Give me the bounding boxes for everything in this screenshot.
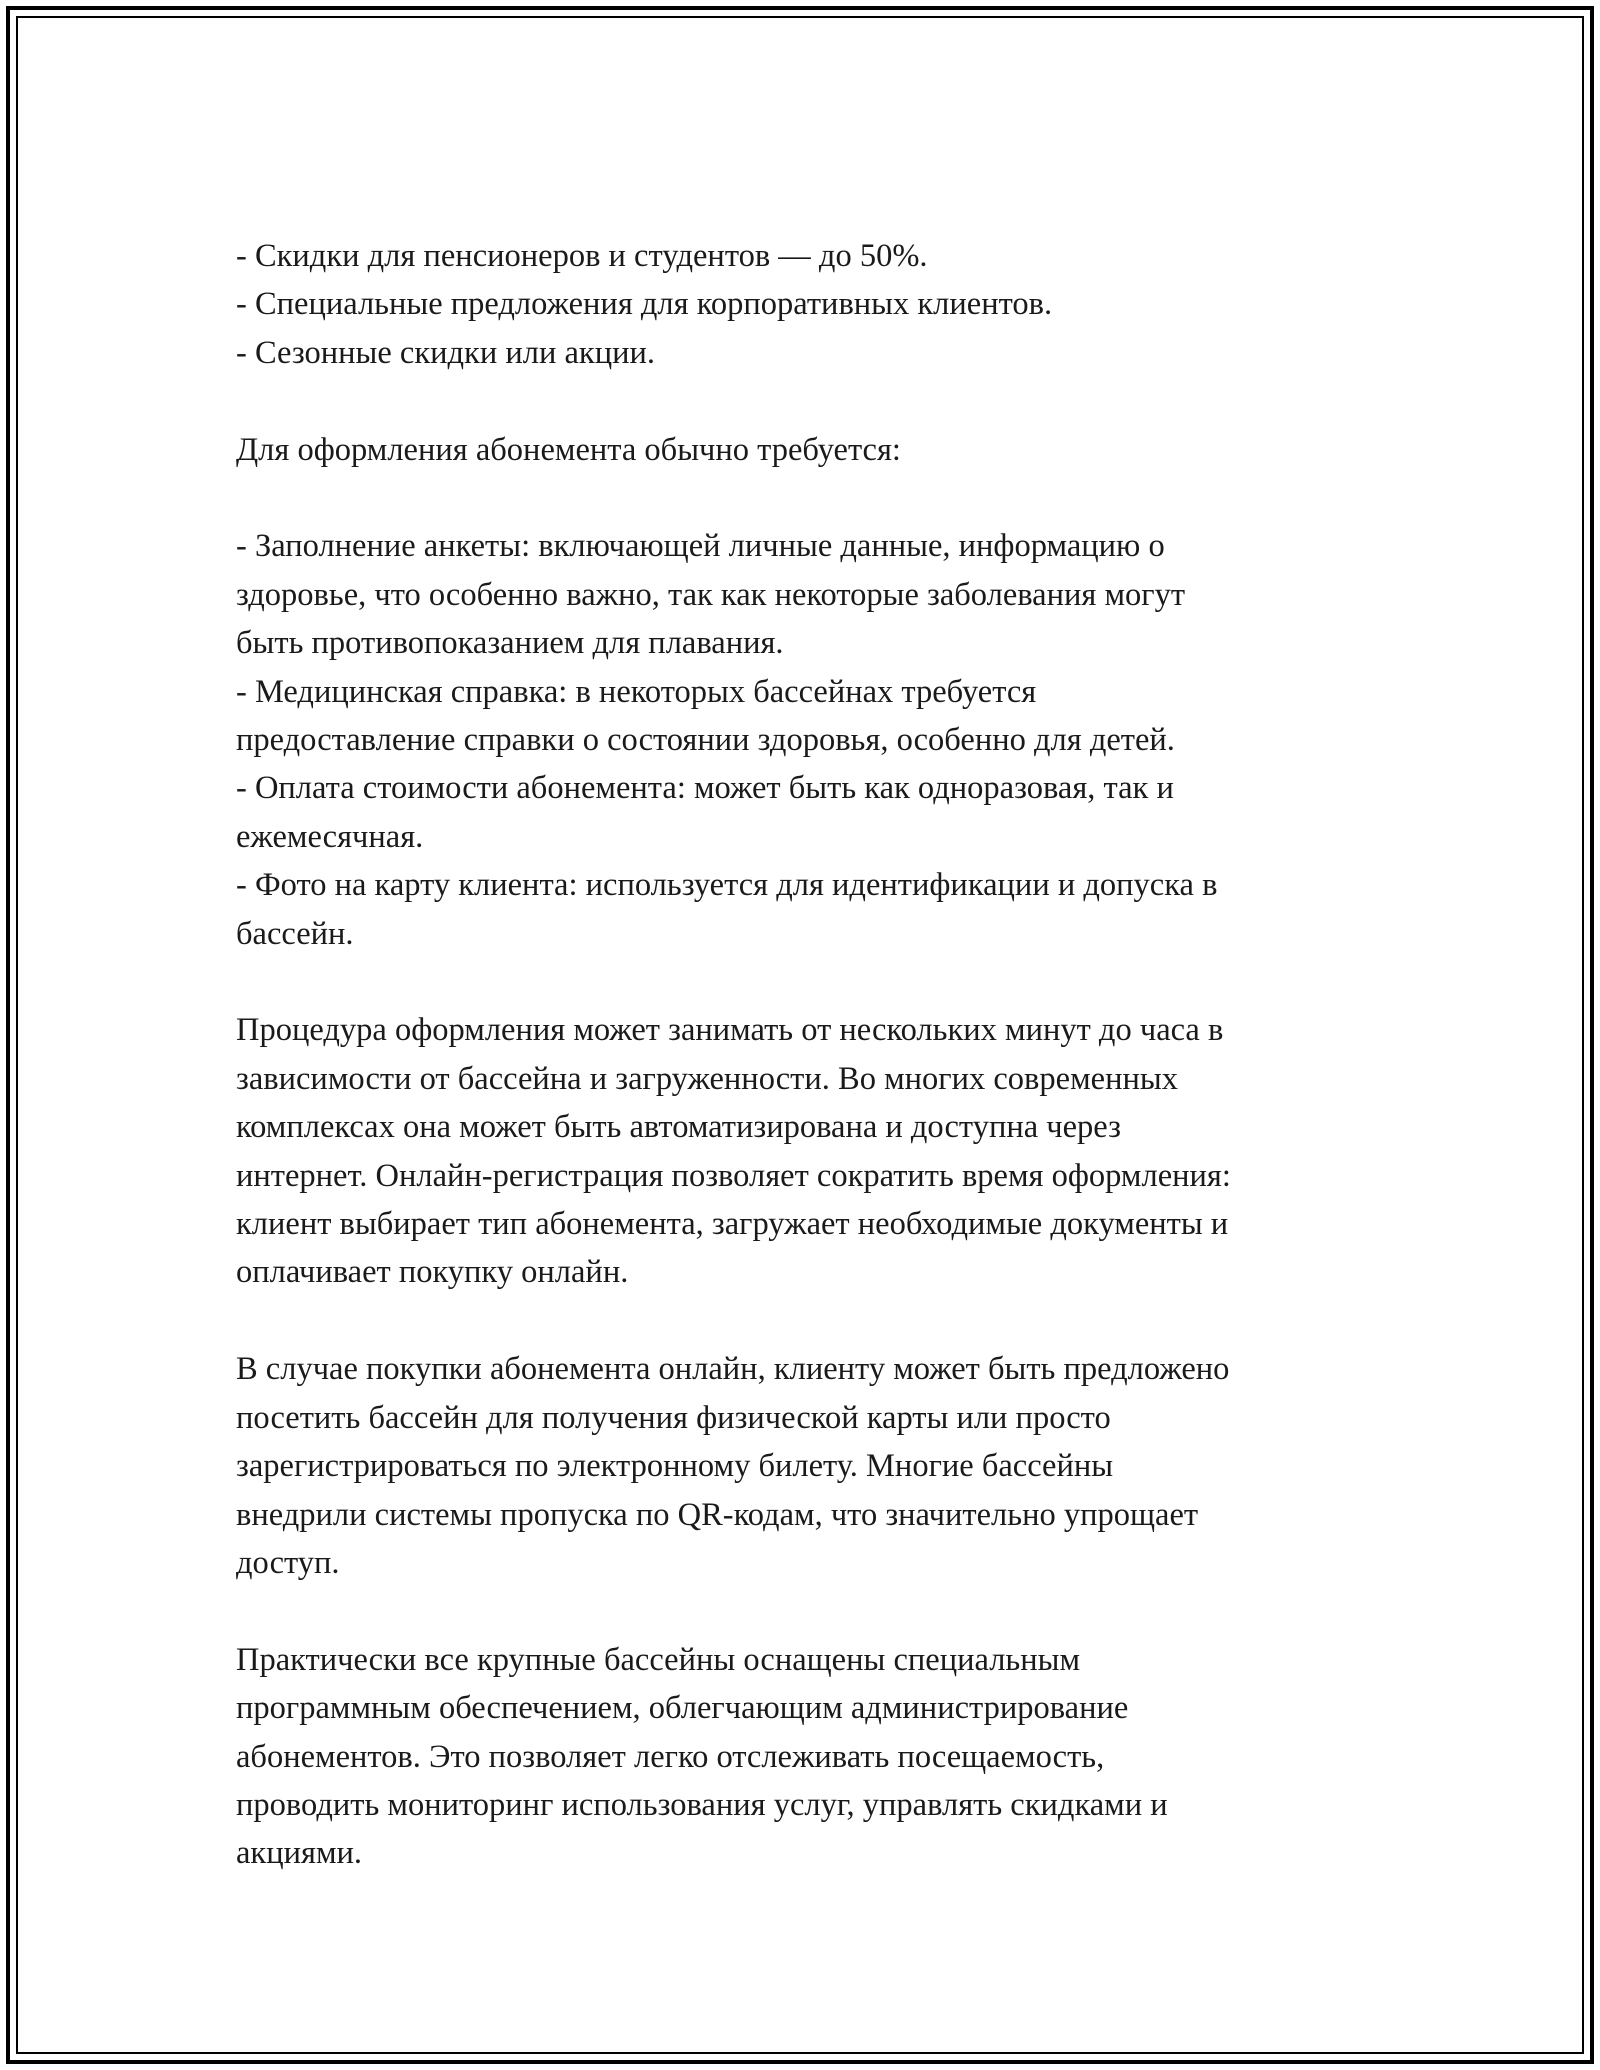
text-line: абонементов. Это позволяет легко отслеживать посещаемость, xyxy=(236,1738,1105,1775)
text-line: Практически все крупные бассейны оснащены специальным xyxy=(236,1641,1081,1678)
text-line: - Специальные предложения для корпоративных клиентов. xyxy=(236,286,1053,323)
text-line: - Заполнение анкеты: включающей личные данные, информацию о xyxy=(236,528,1165,565)
paragraph-procedure xyxy=(236,1006,1386,1296)
text-line: бассейн. xyxy=(236,915,354,952)
paragraph-online-purchase xyxy=(236,1345,1386,1587)
text-line: комплексах она может быть автоматизирована и доступна через xyxy=(236,1109,1121,1146)
text-line: клиент выбирает тип абонемента, загружает необходимые документы и xyxy=(236,1206,1229,1243)
text-line: внедрили системы пропуска по QR-кодам, что значительно упрощает xyxy=(236,1496,1199,1533)
text-line: предоставление справки о состоянии здоровья, особенно для детей. xyxy=(236,722,1175,759)
text-line: проводить мониторинг использования услуг, управлять скидками и xyxy=(236,1786,1168,1823)
text-line: быть противопоказанием для плавания. xyxy=(236,625,784,662)
text-line: здоровье, что особенно важно, так как некоторые заболевания могут xyxy=(236,576,1186,613)
text-line: посетить бассейн для получения физической карты или просто xyxy=(236,1399,1111,1436)
text-line: - Фото на карту клиента: используется для идентификации и допуска в xyxy=(236,867,1218,904)
text-line: зарегистрироваться по электронному билету. Многие бассейны xyxy=(236,1448,1114,1485)
paragraph-software xyxy=(236,1636,1386,1878)
document-body xyxy=(236,232,1386,1878)
text-line: В случае покупки абонемента онлайн, клиенту может быть предложено xyxy=(236,1351,1230,1388)
text-line: Для оформления абонемента обычно требуется: xyxy=(236,431,901,468)
text-line: оплачивает покупку онлайн. xyxy=(236,1254,629,1291)
text-line: программным обеспечением, облегчающим администрирование xyxy=(236,1690,1129,1727)
text-line: интернет. Онлайн-регистрация позволяет сократить время оформления: xyxy=(236,1157,1231,1194)
text-line: зависимости от бассейна и загруженности. Во многих современных xyxy=(236,1060,1178,1097)
text-line: доступ. xyxy=(236,1544,340,1581)
text-line: ежемесячная. xyxy=(236,818,424,855)
text-line: - Медицинская справка: в некоторых бассейнах требуется xyxy=(236,673,1037,710)
paragraph-discounts xyxy=(236,232,1386,377)
text-line: - Сезонные скидки или акции. xyxy=(236,334,656,371)
paragraph-requirements-heading xyxy=(236,426,1386,474)
text-line: - Оплата стоимости абонемента: может быть как одноразовая, так и xyxy=(236,770,1174,807)
text-line: акциями. xyxy=(236,1835,363,1872)
paragraph-requirements-list xyxy=(236,522,1386,958)
text-line: Процедура оформления может занимать от нескольких минут до часа в xyxy=(236,1012,1224,1049)
text-line: - Скидки для пенсионеров и студентов — до 50%. xyxy=(236,238,928,274)
